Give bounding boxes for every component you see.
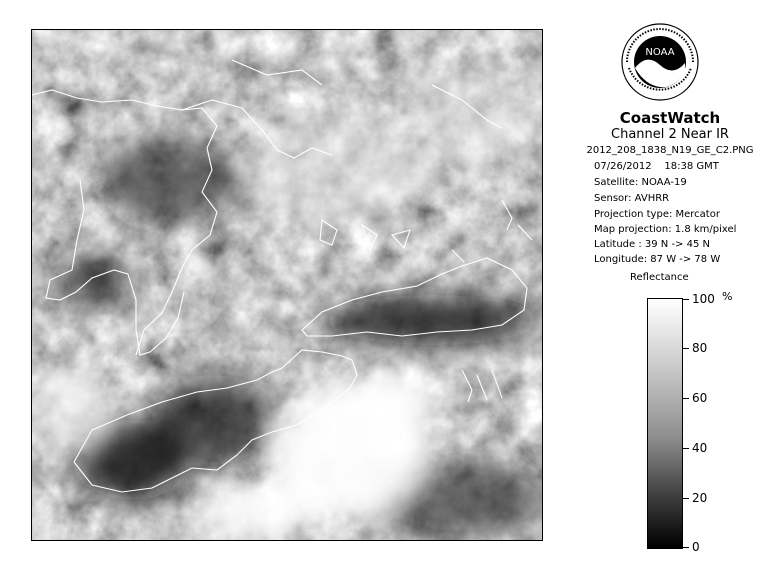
noaa-logo-text: NOAA <box>645 47 675 58</box>
sensor-label: Sensor: AVHRR <box>594 193 670 204</box>
colorbar-tick-label: 0 <box>692 540 700 554</box>
colorbar-tick <box>683 348 689 349</box>
latitude-range-label: Latitude : 39 N -> 45 N <box>594 239 710 250</box>
legend-unit: % <box>722 290 733 303</box>
colorbar-tick-label: 20 <box>692 491 708 505</box>
colorbar-tick <box>683 498 689 499</box>
longitude-range-label: Longitude: 87 W -> 78 W <box>594 254 721 265</box>
colorbar-tick <box>683 398 689 399</box>
colorbar-tick-label: 60 <box>692 391 708 405</box>
app-title: CoastWatch <box>619 109 721 127</box>
noaa-logo <box>621 23 699 101</box>
satellite-image <box>31 29 543 541</box>
colorbar-tick-label: 80 <box>692 341 708 355</box>
satellite-map <box>32 30 542 540</box>
acquisition-date: 07/26/2012 <box>594 161 652 172</box>
colorbar-tick <box>683 547 689 548</box>
channel-subtitle: Channel 2 Near IR <box>611 127 729 142</box>
map-projection-label: Map projection: 1.8 km/pixel <box>594 224 737 235</box>
acquisition-datetime <box>594 161 719 172</box>
legend-title: Reflectance <box>630 272 689 283</box>
acquisition-time: 18:38 GMT <box>664 161 719 172</box>
colorbar-tick-label: 40 <box>692 441 708 455</box>
image-filename: 2012_208_1838_N19_GE_C2.PNG <box>586 145 754 156</box>
satellite-label: Satellite: NOAA-19 <box>594 177 687 188</box>
projection-type-label: Projection type: Mercator <box>594 209 720 220</box>
colorbar-tick <box>683 299 689 300</box>
colorbar-tick <box>683 448 689 449</box>
colorbar-tick-label: 100 <box>692 292 715 306</box>
reflectance-colorbar <box>647 298 683 549</box>
